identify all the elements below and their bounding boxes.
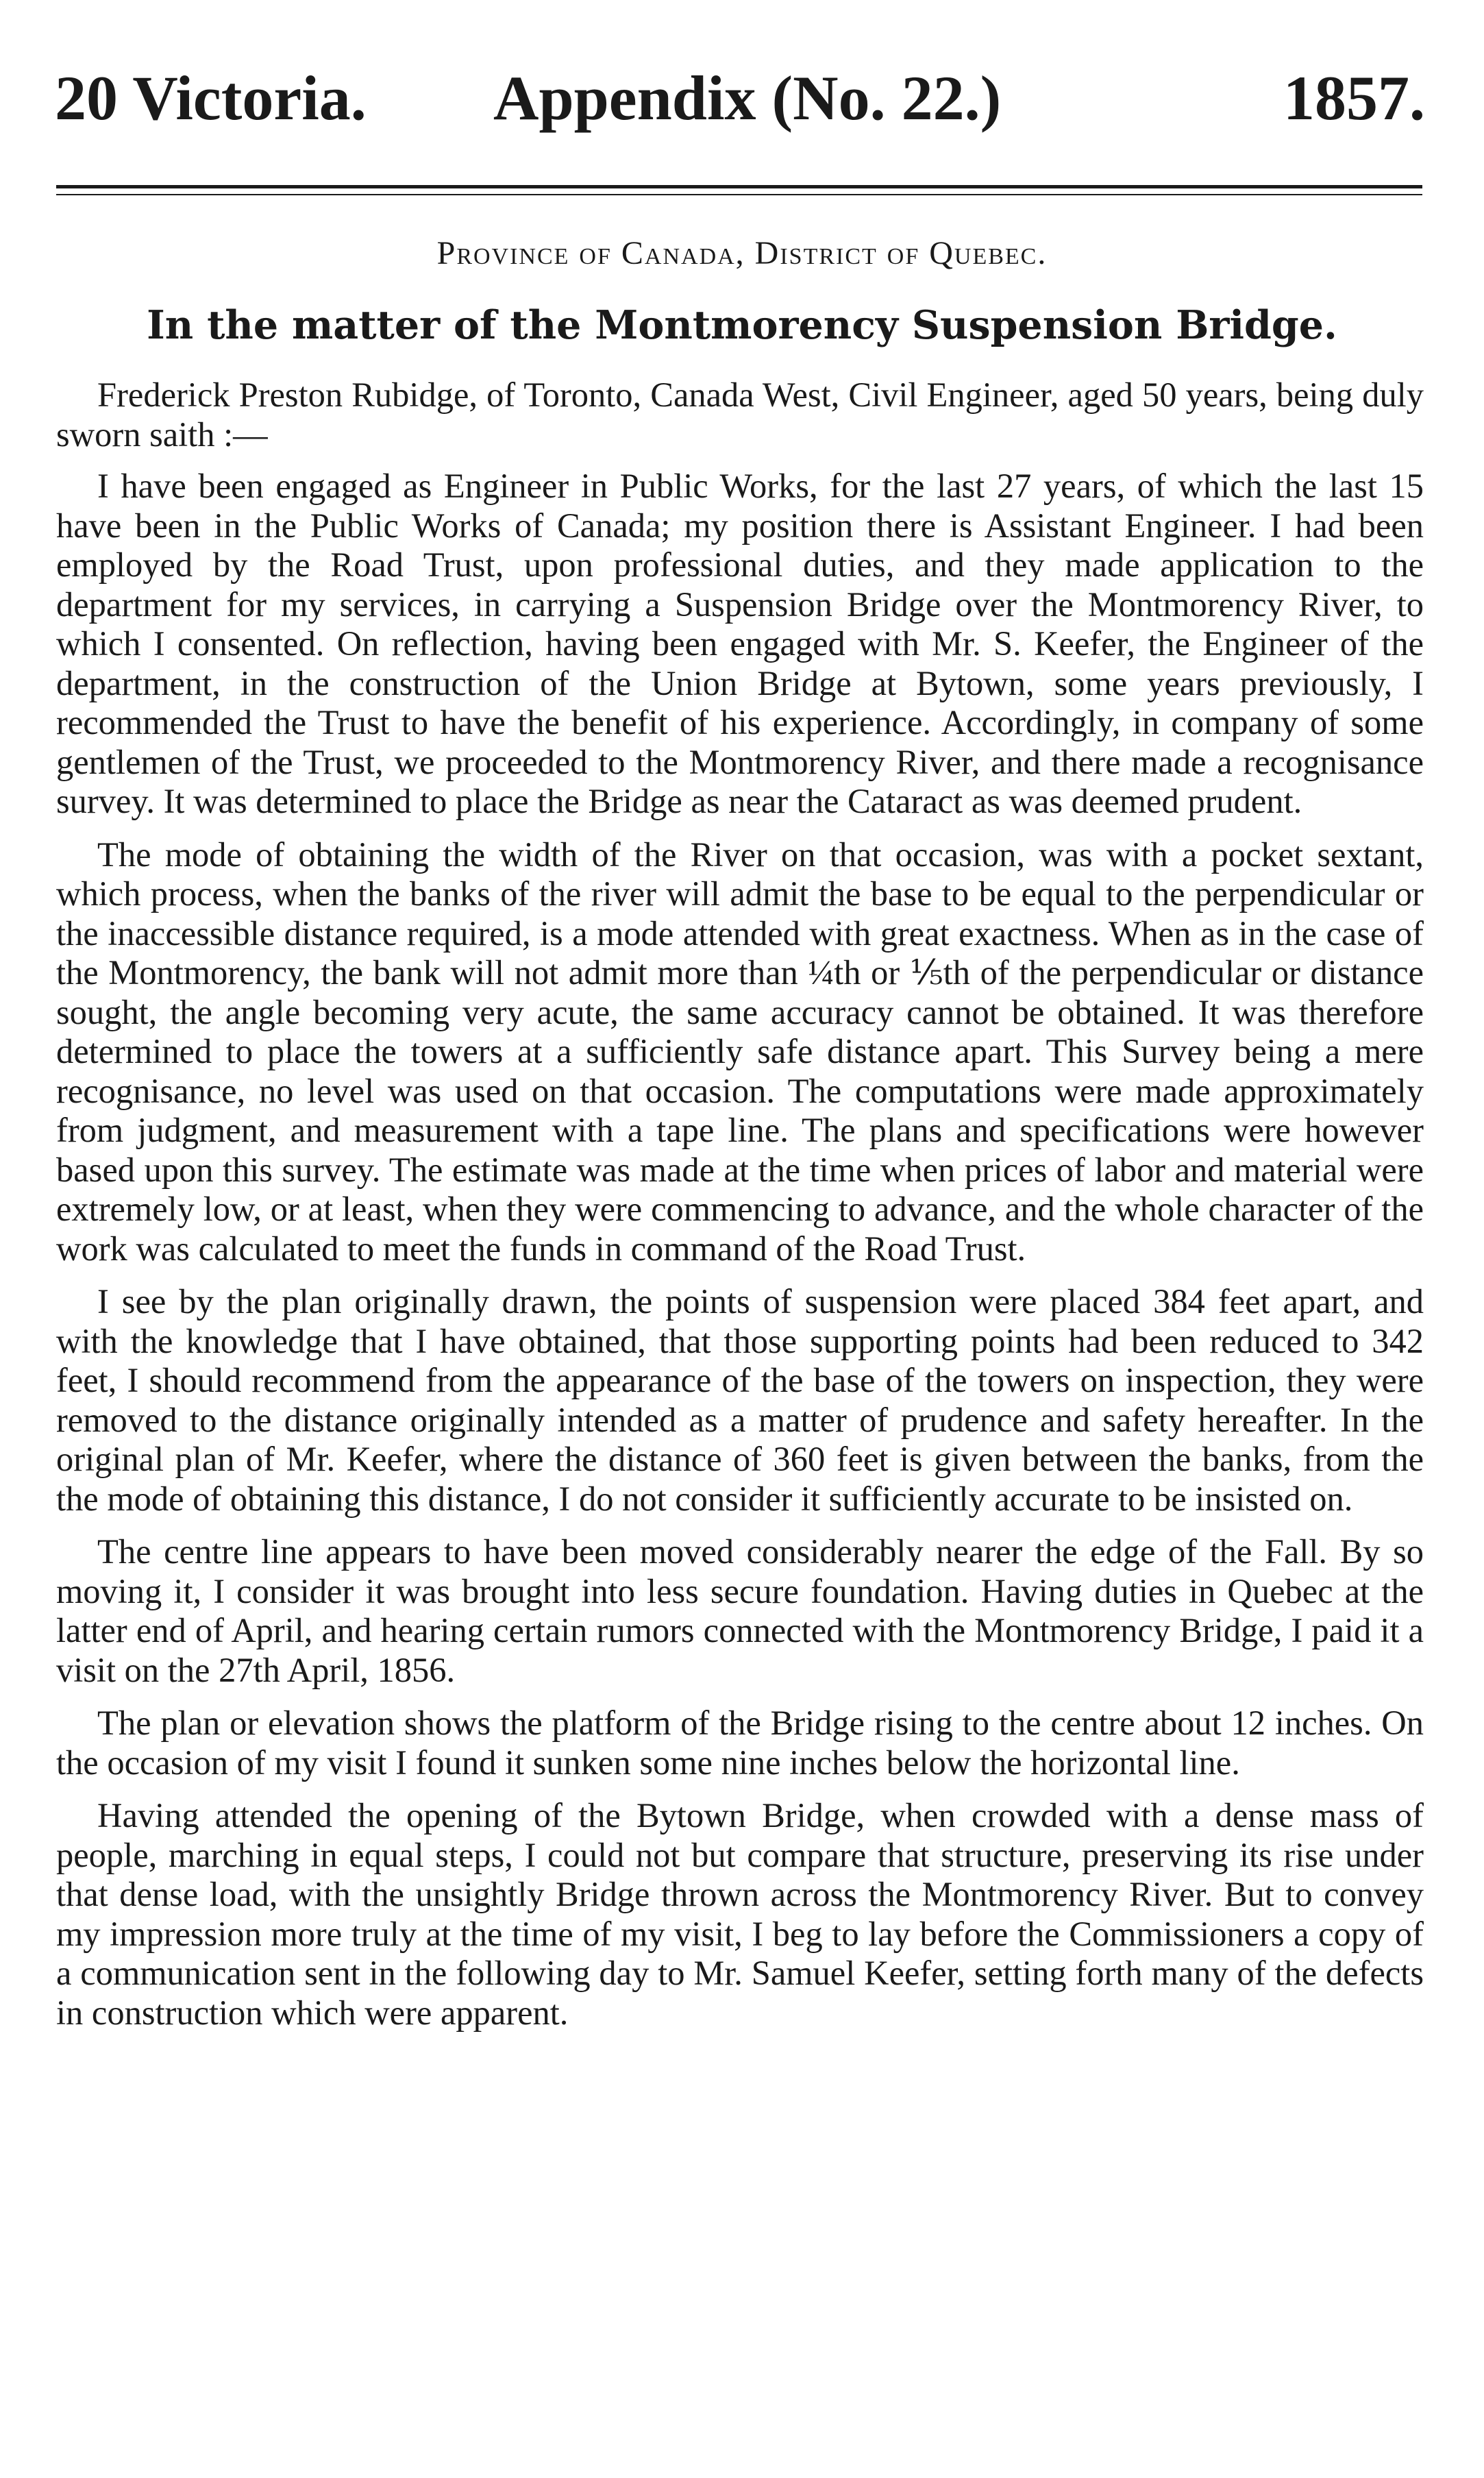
header-rule-thick (56, 185, 1422, 188)
year-label: 1857. (1283, 63, 1425, 133)
paragraph-survey-method: The mode of obtaining the width of the River on that occasion, was with a pocket sextant, which process, when the banks of the river will admit the base to be equal to the perpendicular or the inaccessible distance required, is a mode attended with great exactness. When as in the case of the Montmorency, the bank will not admit more than ¼th or ⅕th of the perpendicular or distance sought, the angle becoming very acute, the same accuracy cannot be obtained. It was therefore determined to place the towers at a sufficiently safe distance apart. This Survey being a mere recognisance, no level was used on that occasion. The computations were made approximately from judgment, and measurement with a tape line. The plans and specifications were however based upon this survey. The estimate was made at the time when prices of labor and material were extremely low, or at least, when they were commencing to advance, and the whole character of the work was calculated to meet the funds in command of the Road Trust. (56, 835, 1424, 1268)
body-text (56, 376, 1424, 2046)
paragraph-centre-line: The centre line appears to have been moved considerably nearer the edge of the Fall. By so moving it, I consider it was brought into less secure foundation. Having duties in Quebec at the latter end of April, and hearing certain rumors connected with the Montmorency Bridge, I paid it a visit on the 27th April, 1856. (56, 1532, 1424, 1689)
matter-title: In the matter of the Montmorency Suspension Bridge. (147, 302, 1337, 348)
paragraph-platform: The plan or elevation shows the platform of the Bridge rising to the centre about 12 inches. On the occasion of my visit I found it sunken some nine inches below the horizontal line. (56, 1704, 1424, 1782)
session-label: 20 Victoria. (55, 63, 367, 133)
appendix-label: Appendix (No. 22.) (493, 63, 1002, 133)
paragraph-engagement: I have been engaged as Engineer in Public Works, for the last 27 years, of which the last 15 have been in the Public Works of Canada; my position there is Assistant Engineer. I had been employed by the Road Trust, upon professional duties, and they made application to the department for my services, in carrying a Suspension Bridge over the Montmorency River, to which I consented. On reflection, having been engaged with Mr. S. Keefer, the Engineer of the department, in the construction of the Union Bridge at Bytown, some years previously, I recommended the Trust to have the benefit of his experience. Accordingly, in company of some gentlemen of the Trust, we proceeded to the Montmorency River, and there made a recognisance survey. It was determined to place the Bridge as near the Cataract as was deemed prudent. (56, 467, 1424, 820)
page-header (55, 60, 1425, 136)
province-heading: Province of Canada, District of Quebec. (436, 235, 1048, 271)
paragraph-bytown-comparison: Having attended the opening of the Bytown Bridge, when crowded with a dense mass of people, marching in equal steps, I could not but compare that structure, preserving its rise under that dense load, with the unsightly Bridge thrown across the Montmorency River. But to convey my impression more truly at the time of my visit, I beg to lay before the Commissioners a copy of a communication sent in the following day to Mr. Samuel Keefer, setting forth many of the defects in construction which were apparent. (56, 1796, 1424, 2032)
paragraph-oath: Frederick Preston Rubidge, of Toronto, Canada West, Civil Engineer, aged 50 years, being duly sworn saith :— (56, 376, 1424, 454)
header-rule-thin (56, 194, 1422, 195)
paragraph-suspension-points: I see by the plan originally drawn, the points of suspension were placed 384 feet apart, and with the knowledge that I have obtained, that those supporting points had been reduced to 342 feet, I should recommend from the appearance of the base of the towers on inspection, they were removed to the distance originally intended as a matter of prudence and safety hereafter. In the original plan of Mr. Keefer, where the distance of 360 feet is given between the banks, from the the mode of obtaining this distance, I do not consider it sufficiently accurate to be insisted on. (56, 1282, 1424, 1518)
